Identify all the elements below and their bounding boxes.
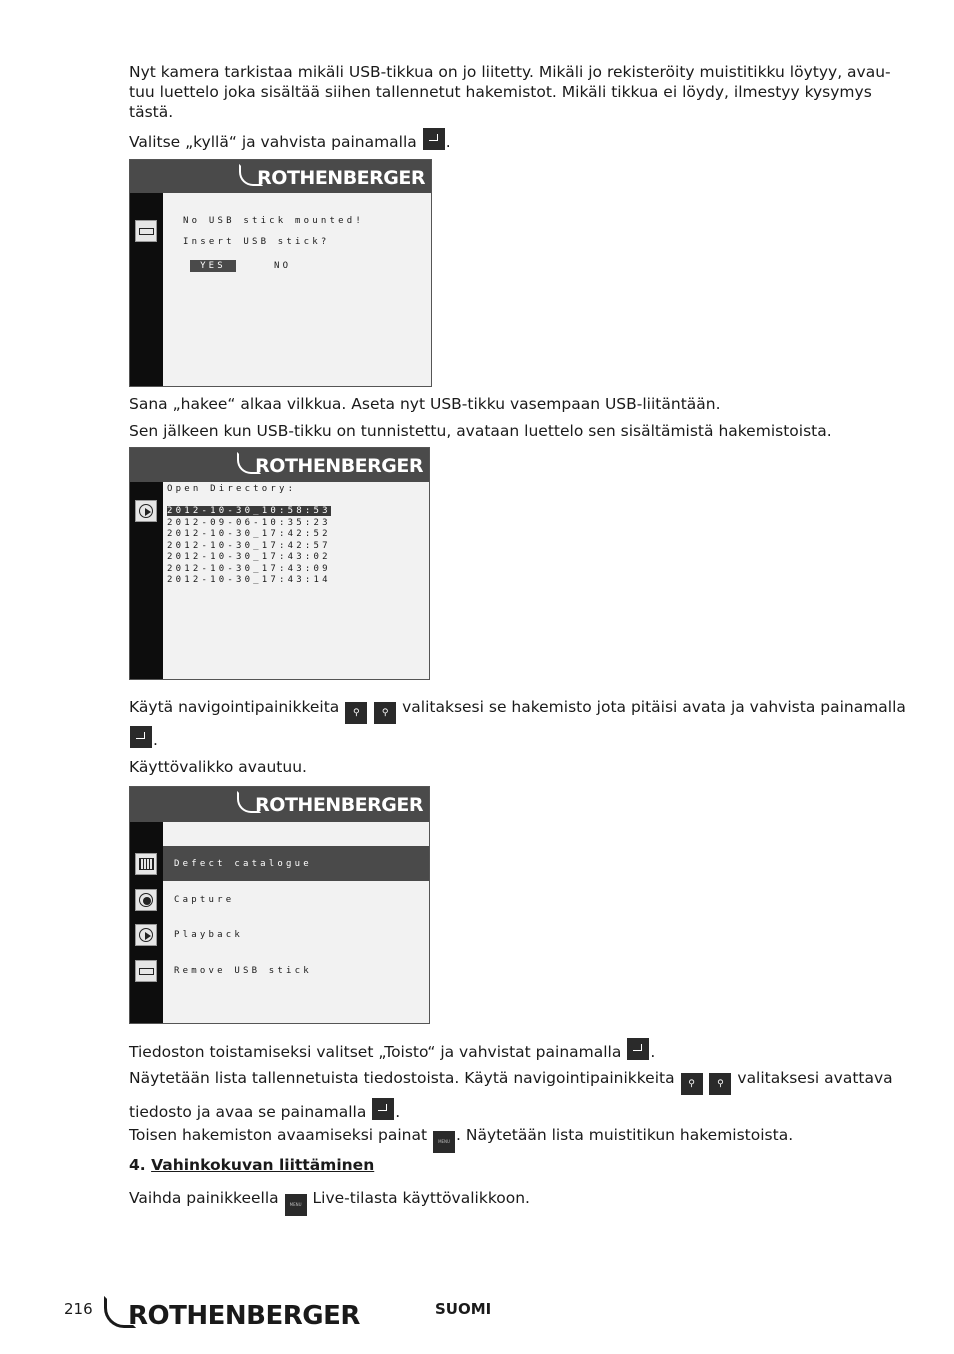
searching-paragraph: Sana „hakee“ alkaa vilkkua. Aseta nyt USB-tikku vasempaan USB-liitäntään. xyxy=(129,395,721,413)
directory-item[interactable]: 2012-10-30_17:42:52 xyxy=(167,529,331,539)
directory-item-selected[interactable]: 2012-10-30_10:58:53 xyxy=(167,506,331,516)
navigate-text-a: Käytä navigointipainikkeita xyxy=(129,698,340,716)
navigate-text-b: valitaksesi se hakemisto jota pitäisi avata ja vahvista painamalla xyxy=(402,698,906,716)
footer-brand-logo: ROTHENBERGER xyxy=(104,1296,360,1331)
file-list-text-b: valitaksesi avattava xyxy=(737,1069,893,1087)
switch-menu-text-b: Live-tilasta käyttövalikkoon. xyxy=(312,1189,530,1207)
nav-up-key-icon: ⚲ xyxy=(345,702,367,724)
screenshot-no-usb xyxy=(129,159,432,387)
menu-item-remove-usb[interactable]: Remove USB stick xyxy=(174,966,312,976)
nav-down-key-icon: ⚲ xyxy=(374,702,396,724)
other-directory-text-a: Toisen hakemiston avaamiseksi painat xyxy=(129,1126,428,1144)
playback-paragraph xyxy=(129,1038,655,1062)
directory-list-paragraph: Sen jälkeen kun USB-tikku on tunnistettu, avataan luettelo sen sisältämistä hakemistoista. xyxy=(129,422,832,440)
enter-key-icon xyxy=(372,1098,394,1120)
enter-key-icon xyxy=(130,726,152,748)
page-number: 216 xyxy=(64,1300,93,1318)
directory-item[interactable]: 2012-10-30_17:43:09 xyxy=(167,564,331,574)
menu-item-playback[interactable]: Playback xyxy=(174,930,243,940)
period: . xyxy=(153,731,158,749)
usb-stick-icon xyxy=(135,220,157,242)
language-label: SUOMI xyxy=(435,1300,492,1318)
period: . xyxy=(445,133,451,151)
enter-key-icon xyxy=(627,1038,649,1060)
menu-opens-paragraph: Käyttövalikko avautuu. xyxy=(129,758,307,776)
select-yes-text: Valitse „kyllä“ ja vahvista painamalla xyxy=(129,133,417,151)
playback-icon xyxy=(135,500,157,522)
intro-line-1: Nyt kamera tarkistaa mikäli USB-tikkua on jo liitetty. Mikäli jo rekisteröity muistitikku löytyy, avau- xyxy=(129,63,891,81)
menu-item-defect-catalogue[interactable]: Defect catalogue xyxy=(174,859,312,869)
screen-sidebar xyxy=(130,482,163,679)
open-file-text: tiedosto ja avaa se painamalla xyxy=(129,1103,367,1121)
other-directory-paragraph xyxy=(129,1125,793,1153)
section-heading xyxy=(129,1155,374,1175)
open-file-paragraph xyxy=(129,1098,400,1122)
menu-key-icon: MENU xyxy=(433,1131,455,1153)
menu-key-icon: MENU xyxy=(285,1194,307,1216)
insert-usb-prompt: Insert USB stick? xyxy=(183,237,330,247)
enter-key-icon xyxy=(423,128,445,150)
no-button[interactable]: NO xyxy=(274,261,292,271)
nav-up-key-icon: ⚲ xyxy=(681,1073,703,1095)
other-directory-text-b: . Näytetään lista muistitikun hakemistoista. xyxy=(456,1126,794,1144)
brand-logo: ROTHENBERGER xyxy=(237,452,423,477)
playback-text: Tiedoston toistamiseksi valitset „Toisto“ ja vahvistat painamalla xyxy=(129,1043,622,1061)
screen-header xyxy=(130,160,431,193)
period: . xyxy=(395,1103,401,1121)
no-usb-message: No USB stick mounted! xyxy=(183,216,364,226)
switch-menu-text-a: Vaihda painikkeella xyxy=(129,1189,279,1207)
directory-item[interactable]: 2012-10-30_17:43:02 xyxy=(167,552,331,562)
directory-item[interactable]: 2012-10-30_17:42:57 xyxy=(167,541,331,551)
defect-catalogue-icon xyxy=(135,853,157,875)
screenshot-operating-menu xyxy=(129,786,430,1024)
period: . xyxy=(650,1043,656,1061)
file-list-paragraph xyxy=(129,1068,893,1095)
intro-line-3: tästä. xyxy=(129,103,174,121)
intro-line-2: tuu luettelo joka sisältää siihen tallennetut hakemistot. Mikäli tikkua ei löydy, ilmestyy kysymys xyxy=(129,83,872,101)
menu-item-capture[interactable]: Capture xyxy=(174,895,235,905)
brand-logo: ROTHENBERGER xyxy=(239,164,425,189)
heading-title: Vahinkokuvan liittäminen xyxy=(151,1156,375,1174)
playback-icon xyxy=(135,924,157,946)
yes-button[interactable]: YES xyxy=(190,260,236,272)
capture-icon xyxy=(135,889,157,911)
screen-sidebar xyxy=(130,193,163,386)
file-list-text-a: Näytetään lista tallennetuista tiedostoista. Käytä navigointipainikkeita xyxy=(129,1069,675,1087)
directory-item[interactable]: 2012-10-30_17:43:14 xyxy=(167,575,331,585)
heading-number: 4. xyxy=(129,1156,146,1174)
nav-down-key-icon: ⚲ xyxy=(709,1073,731,1095)
navigate-confirm xyxy=(129,726,158,750)
open-directory-title: Open Directory: xyxy=(167,484,297,494)
brand-logo: ROTHENBERGER xyxy=(237,791,423,816)
screen-header xyxy=(130,448,429,482)
screenshot-open-directory xyxy=(129,447,430,680)
screen-header xyxy=(130,787,429,822)
switch-menu-paragraph xyxy=(129,1188,530,1216)
remove-usb-icon xyxy=(135,960,157,982)
navigate-paragraph xyxy=(129,697,906,724)
select-yes-paragraph xyxy=(129,128,451,152)
directory-item[interactable]: 2012-09-06-10:35:23 xyxy=(167,518,331,528)
